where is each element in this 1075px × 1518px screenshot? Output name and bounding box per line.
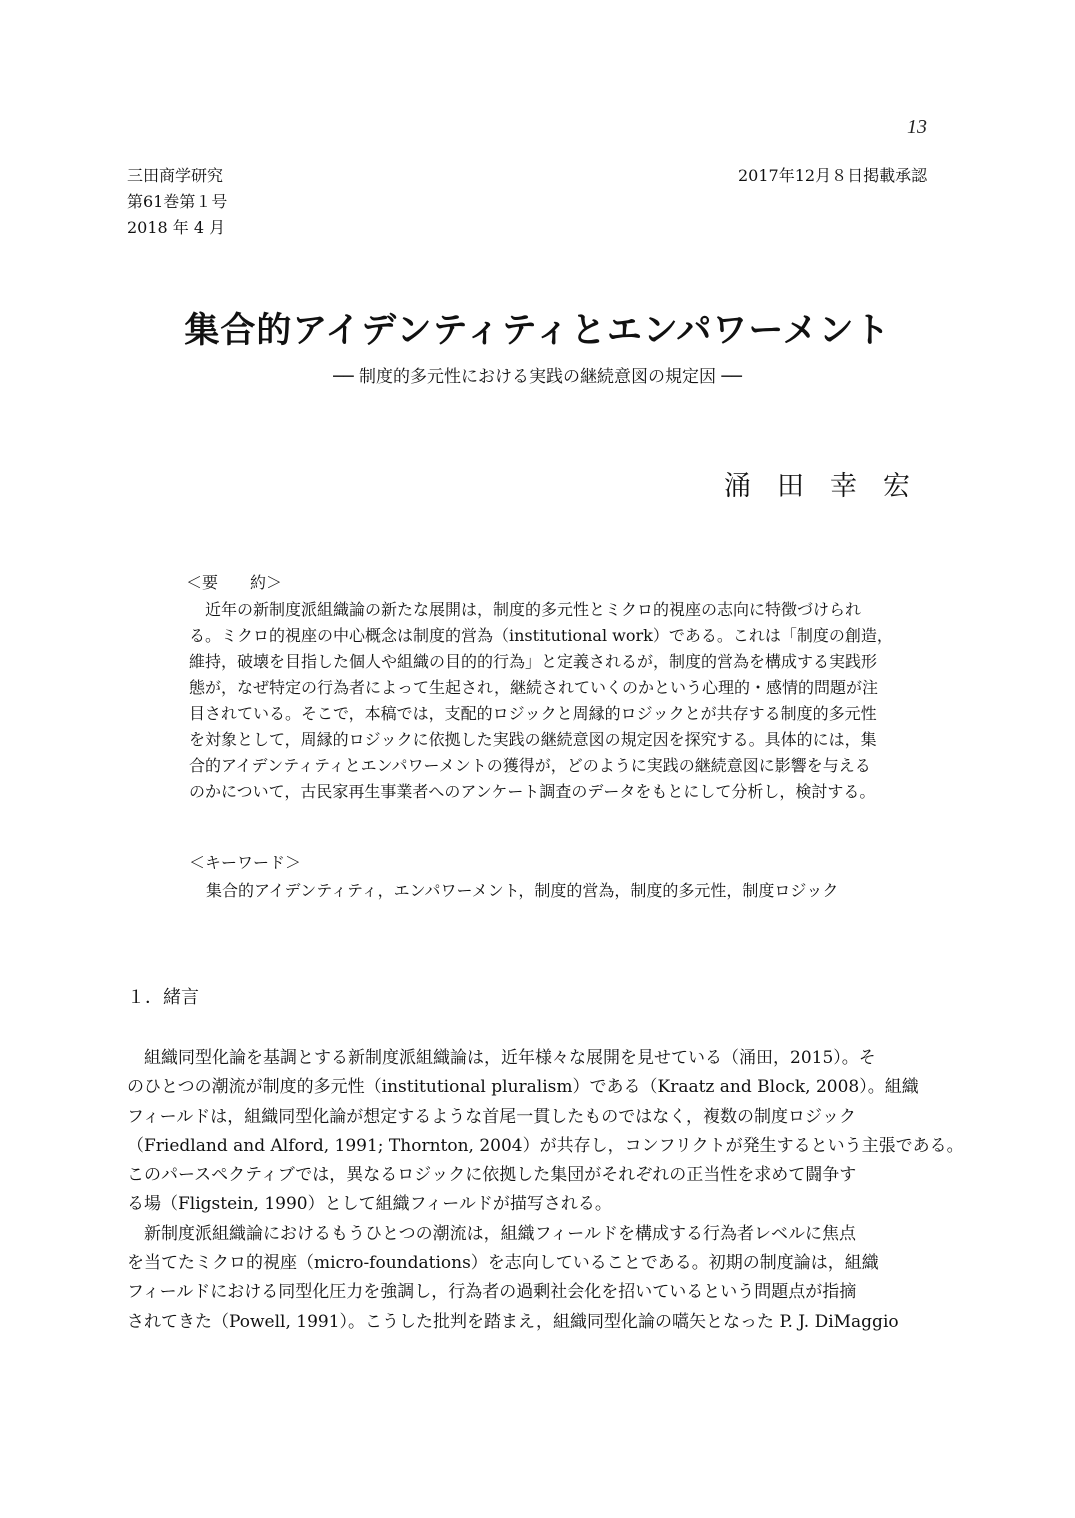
body-line: このパースペクティブでは，異なるロジックに依拠した集団がそれぞれの正当性を求めて闘争す [127, 1165, 857, 1186]
section-body [127, 1044, 964, 1337]
body-line: （Friedland and Alford, 1991; Thornton, 2004）が共存し，コンフリクトが発生するという主張である。 [127, 1135, 964, 1156]
author-name: 涌田幸宏 [724, 471, 936, 502]
abstract-line: のかについて，古民家再生事業者へのアンケート調査のデータをもとにして分析し，検討する。 [189, 782, 876, 801]
abstract-line: 近年の新制度派組織論の新たな展開は，制度的多元性とミクロ的視座の志向に特徴づけられ [189, 600, 862, 619]
abstract-heading: ＜要 約＞ [186, 573, 283, 592]
body-line: フィールドにおける同型化圧力を強調し，行為者の過剰社会化を招いているという問題点が指摘 [127, 1282, 857, 1303]
body-line: 組織同型化論を基調とする新制度派組織論は，近年様々な展開を見せている（涌田，2015）。そ [127, 1048, 876, 1068]
journal-name: 三田商学研究 [127, 166, 224, 185]
abstract-line: る。ミクロ的視座の中心概念は制度的営為（institutional work）である。これは「制度の創造， [189, 626, 893, 645]
keywords-list: 集合的アイデンティティ，エンパワーメント，制度的営為，制度的多元性，制度ロジック [206, 881, 839, 900]
abstract-line: 目されている。そこで，本稿では，支配的ロジックと周縁的ロジックとが共存する制度的多元性 [189, 704, 877, 723]
paper-title: 集合的アイデンティティとエンパワーメント [184, 310, 891, 351]
abstract-line: 合的アイデンティティとエンパワーメントの獲得が，どのように実践の継続意図に影響を与える [189, 756, 871, 775]
approval-date: 2017年12月８日掲載承認 [738, 166, 928, 185]
abstract-body [189, 597, 953, 805]
body-line: フィールドは，組織同型化論が想定するような首尾一貫したものではなく，複数の制度ロジック [127, 1106, 856, 1127]
journal-date: 2018 年 4 月 [127, 218, 226, 237]
section-heading: １．緒言 [127, 987, 199, 1008]
journal-info [127, 163, 227, 241]
abstract-line: 態が，なぜ特定の行為者によって生起され，継続されていくのかという心理的・感情的問題が注 [189, 678, 878, 697]
body-line: る場（Fligstein, 1990）として組織フィールドが描写される。 [127, 1194, 612, 1215]
abstract-line: 維持，破壊を目指した個人や組織の目的的行為」と定義されるが，制度的営為を構成する実践形 [189, 652, 878, 671]
body-line: を当てたミクロ的視座（micro-foundations）を志向していることである。初期の制度論は，組織 [127, 1253, 879, 1274]
body-line: されてきた（Powell, 1991）。こうした批判を踏まえ，組織同型化論の嚆矢となった P. J. DiMaggio [127, 1311, 899, 1332]
paper-subtitle: ── 制度的多元性における実践の継続意図の規定因 ── [333, 367, 742, 387]
body-line: 新制度派組織論におけるもうひとつの潮流は，組織フィールドを構成する行為者レベルに焦点 [127, 1223, 856, 1244]
body-line: のひとつの潮流が制度的多元性（institutional pluralism）である（Kraatz and Block, 2008）。組織 [127, 1077, 919, 1098]
page-number: 13 [907, 116, 927, 138]
abstract-line: を対象として，周縁的ロジックに依拠した実践の継続意図の規定因を探究する。具体的には，集 [189, 730, 877, 749]
journal-volume: 第61巻第１号 [127, 192, 228, 211]
keywords-heading: ＜キーワード＞ [189, 853, 302, 872]
